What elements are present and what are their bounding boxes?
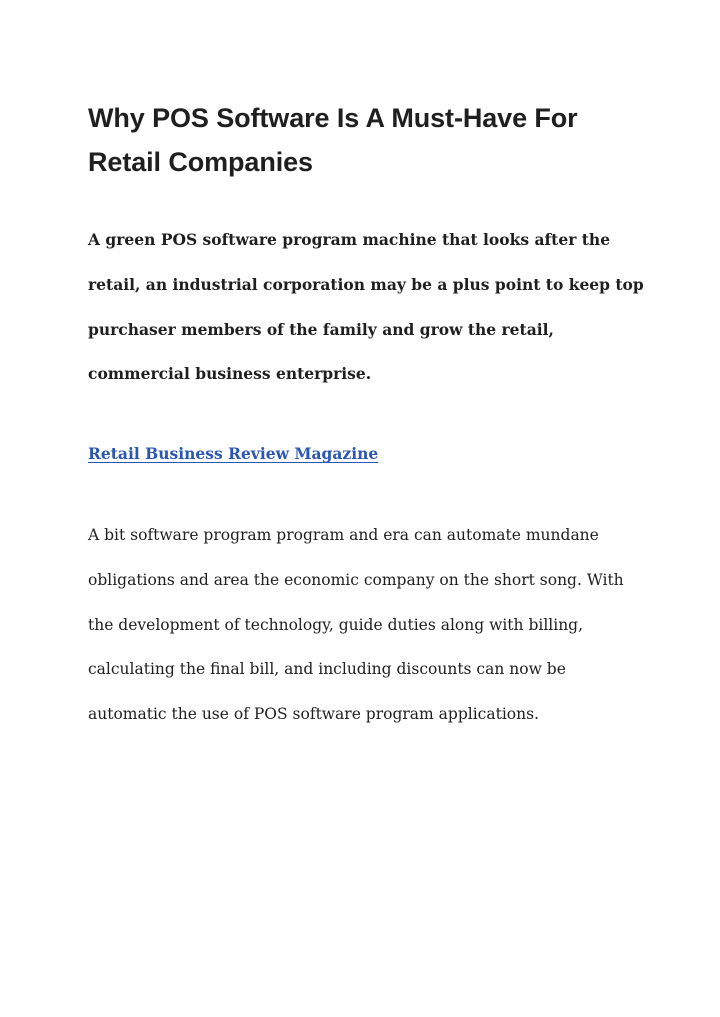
article-body-paragraph: A bit software program program and era can automate mundane obligations and area the economic company on the short song. With the development of technology, guide duties along with billing, calculating the final bill, and including discounts can now be automatic the use of POS software program applications.: [88, 526, 624, 724]
article-lead-paragraph: A green POS software program machine that looks after the retail, an industrial corporation may be a plus point to keep top purchaser members of the family and grow the retail, commercial business enterprise.: [88, 230, 644, 384]
retail-business-review-link[interactable]: Retail Business Review Magazine: [88, 444, 379, 463]
article-title: Why POS Software Is A Must-Have For Retail Companies: [88, 103, 578, 177]
document-page: [88, 96, 648, 724]
source-link-line: [88, 432, 378, 476]
